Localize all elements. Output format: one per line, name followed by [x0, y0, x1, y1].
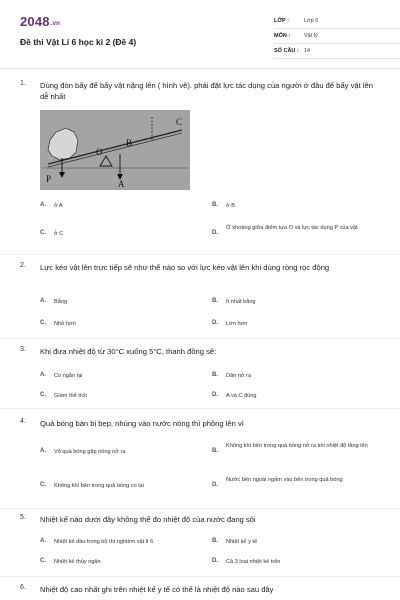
meta-row-subject: [274, 29, 400, 44]
option-text: Ở khoảng giữa điểm tựa O và lực tác dụng P của vật: [226, 225, 358, 231]
option-text: Co ngắn lại: [54, 373, 83, 379]
question-6: [20, 584, 380, 598]
meta-key: MÔN :: [274, 33, 291, 39]
option-letter: C.: [40, 320, 46, 326]
question-number: 3.: [20, 346, 26, 353]
option-text: Ít nhất bằng: [226, 299, 256, 305]
logo-main: 2048: [20, 14, 50, 29]
option-letter: D.: [212, 482, 218, 488]
option-letter: B.: [212, 202, 218, 208]
option-text: ở A: [54, 203, 63, 209]
option-letter: B.: [212, 448, 218, 454]
option-letter: A.: [40, 298, 46, 304]
option-letter: D.: [212, 392, 218, 398]
option-letter: B.: [212, 298, 218, 304]
question-number: 1.: [20, 80, 26, 87]
option-letter: C.: [40, 392, 46, 398]
option-letter: D.: [212, 558, 218, 564]
option-text: Dãn nở ra: [226, 373, 252, 379]
option-text: ở B: [226, 203, 235, 209]
meta-value: Lớp 6: [304, 18, 319, 24]
question-text: Nhiệt độ cao nhất ghi trên nhiệt kế y tế có thể là nhiệt độ nào sau đây: [40, 585, 274, 594]
meta-value: Vật lý: [304, 33, 318, 39]
option-letter: A.: [40, 538, 46, 544]
option-text: Lớn hơn: [226, 321, 248, 327]
question-2: [20, 262, 380, 332]
meta-row-count: [274, 44, 400, 59]
question-divider: [0, 508, 400, 509]
option-text: Không khí bên trong quả bóng nở ra khi nhiệt độ tăng lên: [226, 443, 368, 449]
meta-row-class: [274, 14, 400, 29]
question-number: 6.: [20, 584, 26, 591]
question-text: Lực kéo vật lên trực tiếp sẽ như thế nào so với lực kéo vật lên khi dùng ròng rọc động: [40, 263, 330, 272]
option-letter: A.: [40, 372, 46, 378]
label-b: B: [126, 138, 133, 148]
question-1: [20, 80, 380, 250]
option-letter: B.: [212, 372, 218, 378]
option-letter: C.: [40, 230, 46, 236]
question-divider: [0, 338, 400, 339]
option-text: Vỏ quả bóng gặp nóng nở ra: [54, 449, 126, 455]
option-text: Bằng: [54, 299, 68, 305]
option-letter: D.: [212, 230, 218, 236]
option-text: Không khí bên trong quả bóng co lại: [54, 483, 144, 489]
option-letter: D.: [212, 320, 218, 326]
question-divider: [0, 576, 400, 577]
label-a: A: [118, 179, 125, 189]
question-number: 4.: [20, 418, 26, 425]
question-divider: [0, 408, 400, 409]
option-letter: A.: [40, 202, 46, 208]
question-number: 5.: [20, 514, 26, 521]
option-letter: C.: [40, 482, 46, 488]
question-text: Quả bóng bàn bị bẹp, nhúng vào nước nóng thì phồng lên vì: [40, 419, 244, 428]
exam-title: Đề thi Vật Lí 6 học kì 2 (Đề 4): [20, 37, 137, 47]
header-divider: [0, 68, 400, 69]
question-5: [20, 514, 380, 570]
meta-value: 14: [304, 48, 311, 54]
option-text: Giảm thể tích: [54, 393, 88, 399]
option-text: Nhỏ hơn: [54, 321, 76, 327]
question-number: 2.: [20, 262, 26, 269]
option-text: Nhiệt kế y tế: [226, 539, 258, 545]
lever-figure: [40, 110, 190, 190]
question-text: Khi đưa nhiệt độ từ 30°C xuống 5°C, thanh đồng sẽ:: [40, 347, 217, 356]
exam-header: [20, 14, 380, 58]
option-text: Nhiệt kế dầu trong bộ thí nghiệm vật lí 6: [54, 539, 154, 545]
option-letter: B.: [212, 538, 218, 544]
meta-key: SỐ CÂU :: [274, 48, 299, 54]
site-logo[interactable]: [20, 14, 60, 29]
label-c: C: [176, 117, 183, 127]
option-letter: A.: [40, 448, 46, 454]
question-4: [20, 418, 380, 504]
option-text: A và C đúng: [226, 393, 257, 399]
option-letter: C.: [40, 558, 46, 564]
question-divider: [0, 254, 400, 255]
lever-diagram: [40, 110, 190, 190]
question-text: Nhiệt kế nào dưới đây không thể đo nhiệt độ của nước đang sôi: [40, 515, 256, 524]
label-p: P: [46, 174, 52, 184]
logo-suffix: .vn: [50, 21, 61, 27]
option-text: Nhiệt kế thủy ngân: [54, 559, 101, 565]
option-text: ở C: [54, 231, 64, 237]
exam-meta: [274, 14, 400, 59]
option-text: Cả 3 loại nhiệt kế trên: [226, 559, 281, 565]
question-3: [20, 346, 380, 402]
option-text: Nước bên ngoài ngấm vào bên trong quả bóng: [226, 477, 343, 483]
meta-key: LỚP :: [274, 18, 289, 24]
question-text: Dùng đòn bẩy để bẩy vật nặng lên ( hình vẽ). phải đặt lực tác dụng của người ở đâu để bẩy vật lên dễ nhất: [40, 81, 373, 101]
label-o: O: [96, 147, 103, 157]
